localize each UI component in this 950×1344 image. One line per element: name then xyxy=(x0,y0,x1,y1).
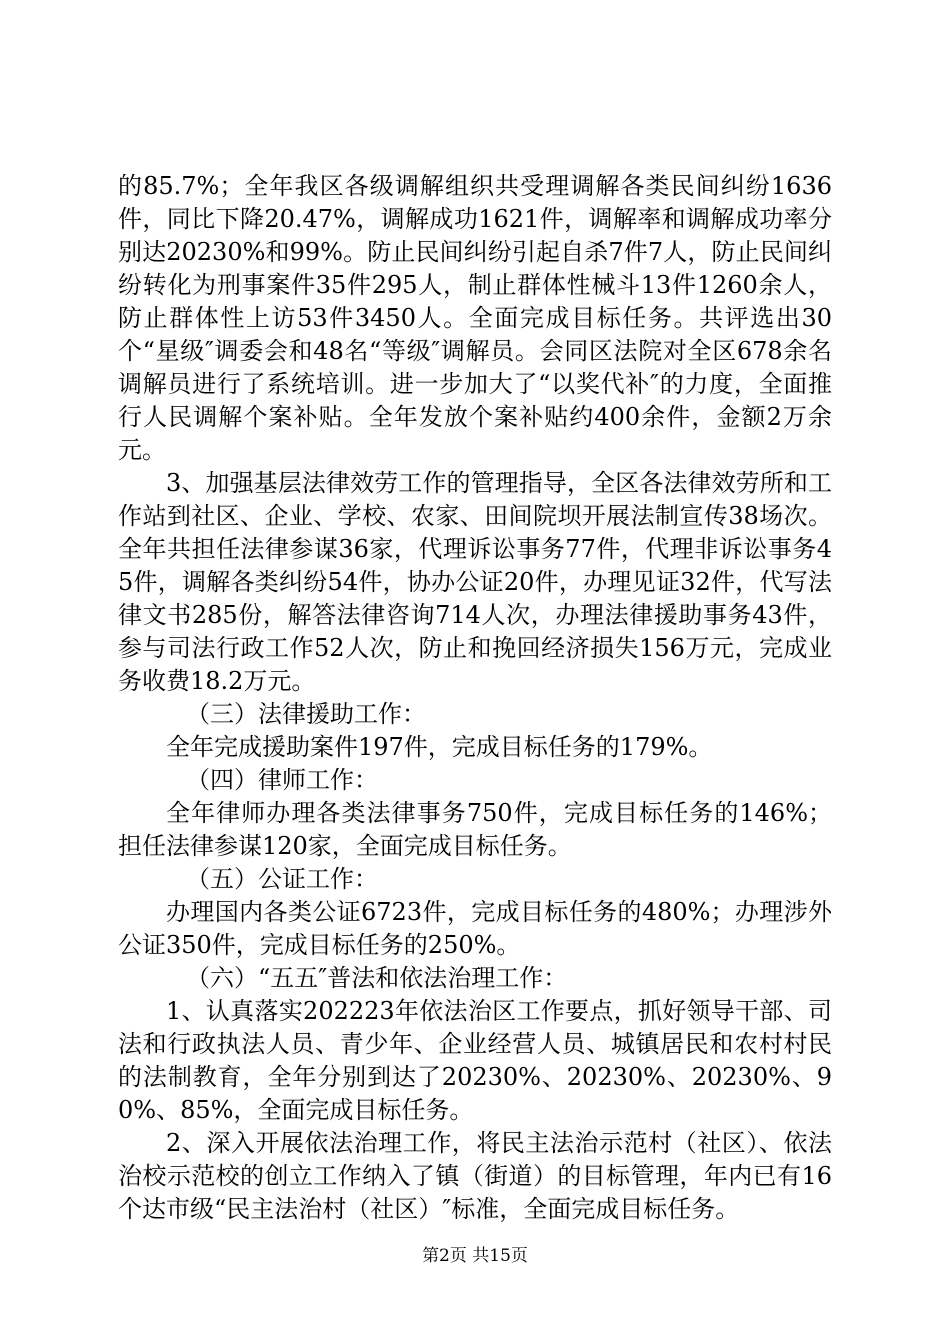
section-heading-legal-aid: （三）法律援助工作： xyxy=(186,700,426,728)
paragraph-mediation-stats: 的85.7%；全年我区各级调解组织共受理调解各类民间纠纷1636件，同比下降20.47%，调解成功1621件，调解率和调解成功率分别达20230%和99%。防止民间纠纷引起自杀7件7人，防止民间纠纷转化为刑事案件35件295人，制止群体性械斗13件1260余人，防止群体性上访53件3450人。全面完成目标任务。共评选出30个“星级″调委会和48名“等级″调解员。会同区法院对全区678余名调解员进行了系统培训。进一步加大了“以奖代补″的力度，全面推行人民调解个案补贴。全年发放个案补贴约400余件，金额2万余元。 xyxy=(118,172,832,464)
section-heading-law-education: （六）“五五″普法和依法治理工作： xyxy=(186,964,568,992)
paragraph-legal-aid: 全年完成援助案件197件，完成目标任务的179%。 xyxy=(166,733,713,761)
paragraph-law-education-2: 2、深入开展依法治理工作，将民主法治示范村（社区）、依法治校示范校的创立工作纳入了镇（街道）的目标管理，年内已有16个达市级“民主法治村（社区）″标准，全面完成目标任务。 xyxy=(118,1129,832,1223)
paragraph-notary: 办理国内各类公证6723件，完成目标任务的480%；办理涉外公证350件，完成目标任务的250%。 xyxy=(118,898,832,959)
paragraph-lawyers: 全年律师办理各类法律事务750件，完成目标任务的146%；担任法律参谋120家，全面完成目标任务。 xyxy=(118,799,832,860)
section-heading-notary: （五）公证工作： xyxy=(186,865,378,893)
paragraph-law-education-1: 1、认真落实202223年依法治区工作要点，抓好领导干部、司法和行政执法人员、青少年、企业经营人员、城镇居民和农村村民的法制教育，全年分别到达了20230%、20230%、20230%、90%、85%，全面完成目标任务。 xyxy=(118,997,832,1124)
section-heading-lawyers: （四）律师工作： xyxy=(186,766,378,794)
document-body xyxy=(118,170,832,1226)
paragraph-legal-services: 3、加强基层法律效劳工作的管理指导，全区各法律效劳所和工作站到社区、企业、学校、农家、田间院坝开展法制宣传38场次。全年共担任法律参谋36家，代理诉讼事务77件，代理非诉讼事务45件，调解各类纠纷54件，协办公证20件，办理见证32件，代写法律文书285份，解答法律咨询714人次，办理法律援助事务43件，参与司法行政工作52人次，防止和挽回经济损失156万元，完成业务收费18.2万元。 xyxy=(118,469,832,695)
page-number-footer: 第2页 共15页 xyxy=(422,1246,528,1266)
